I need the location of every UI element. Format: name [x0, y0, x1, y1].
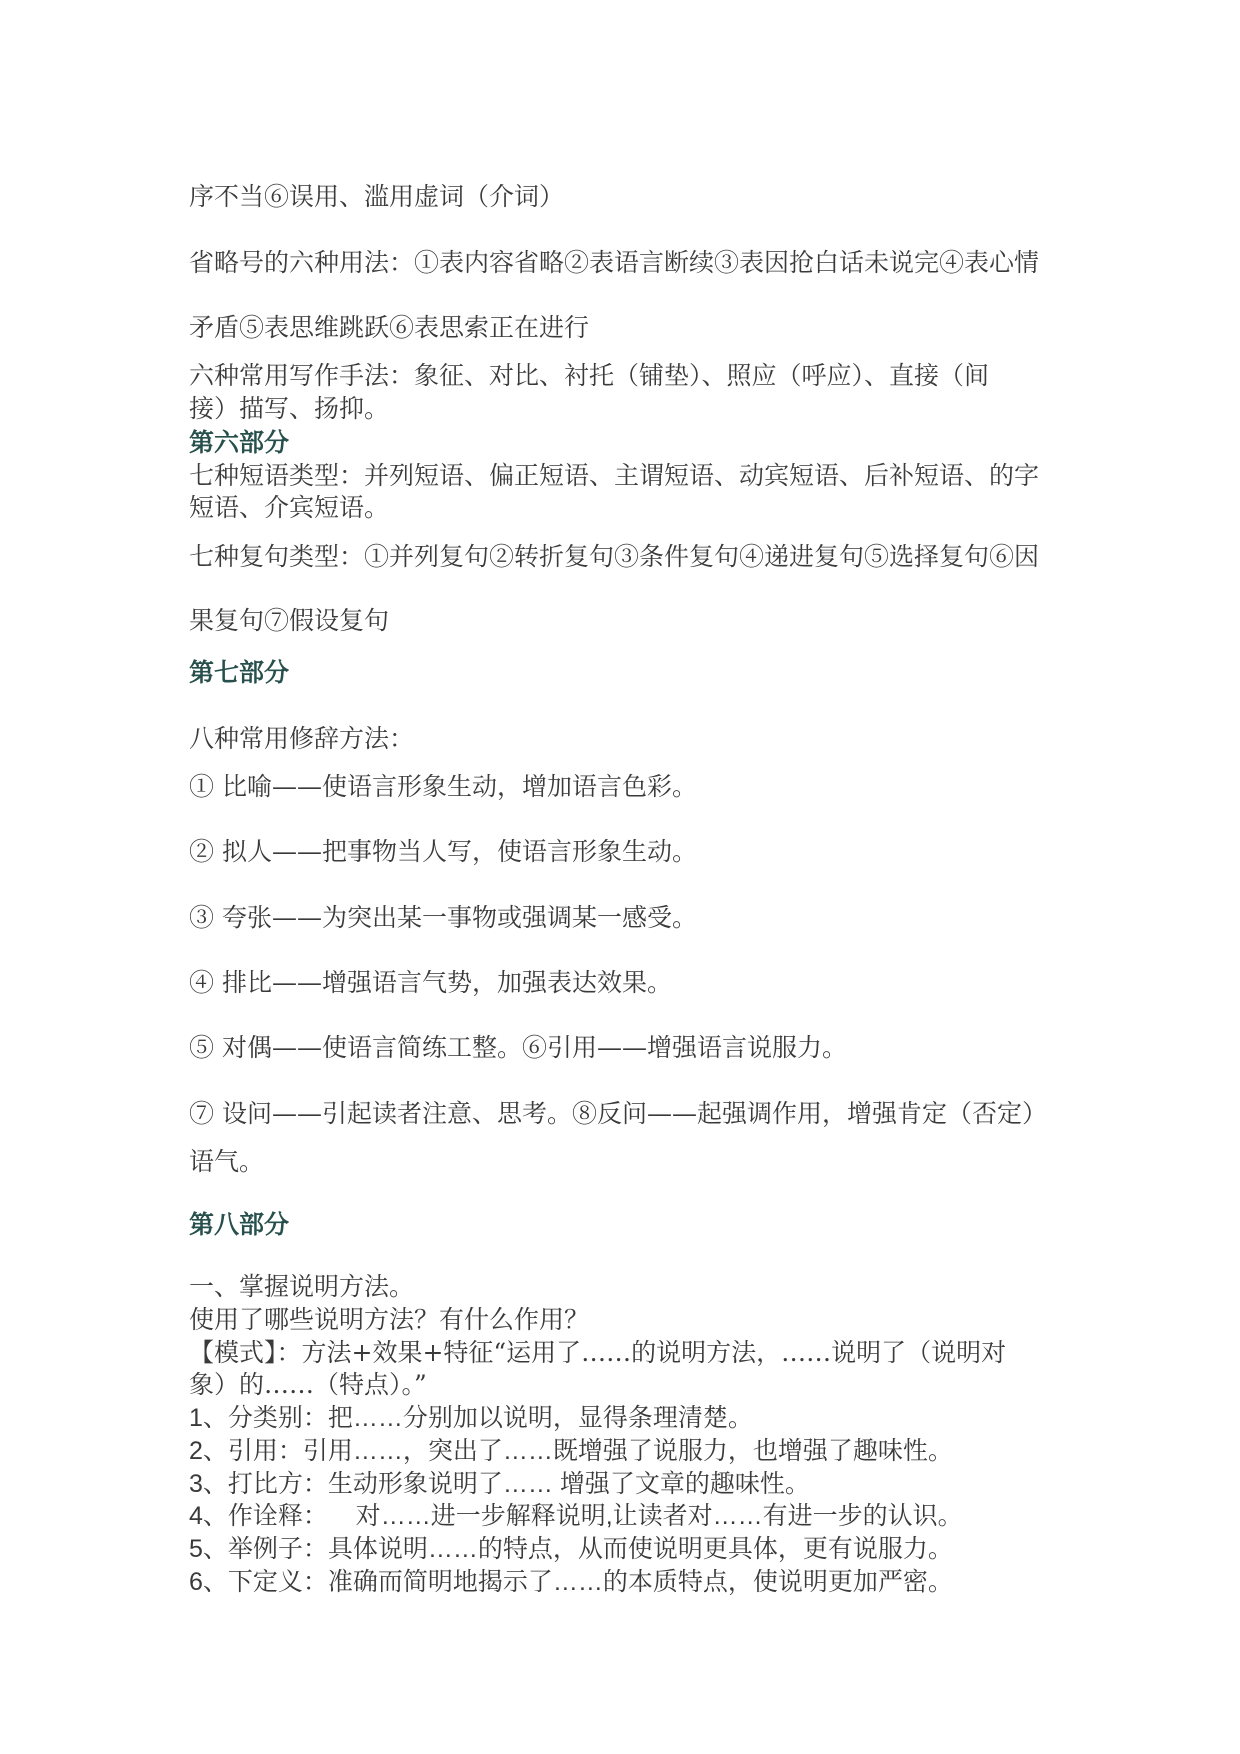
list-item: ⑦ 设问——引起读者注意、思考。⑧反问——起强调作用，增强肯定（否定） [189, 1099, 1047, 1128]
section-intro: 八种常用修辞方法： [189, 724, 415, 753]
section-heading-part7: 第七部分 [189, 658, 290, 687]
list-item: ① 比喻——使语言形象生动，增加语言色彩。 [189, 772, 697, 801]
text-line: 矛盾⑤表思维跳跃⑥表思索正在进行 [189, 313, 590, 342]
text-line: 七种复句类型：①并列复句②转折复句③条件复句④递进复句⑤选择复句⑥因 [189, 542, 1040, 571]
text-line: 象）的……（特点）。” [189, 1370, 427, 1399]
text-line: 短语、介宾短语。 [189, 493, 390, 522]
text-line: 果复句⑦假设复句 [189, 606, 390, 635]
list-item: 语气。 [189, 1147, 265, 1176]
text-line: 【模式】：方法+效果+特征“运用了……的说明方法，……说明了（说明对 [189, 1338, 1007, 1367]
text-line: 接）描写、扬抑。 [189, 394, 390, 423]
list-item: ③ 夸张——为突出某一事物或强调某一感受。 [189, 903, 697, 932]
list-item: 6、下定义：准确而简明地揭示了……的本质特点，使说明更加严密。 [189, 1568, 953, 1596]
text-line: 六种常用写作手法：象征、对比、衬托（铺垫）、照应（呼应）、直接（间 [189, 361, 990, 390]
list-item: ④ 排比——增强语言气势，加强表达效果。 [189, 968, 672, 997]
list-item: ⑤ 对偶——使语言简练工整。⑥引用——增强语言说服力。 [189, 1033, 847, 1062]
list-item: 5、举例子：具体说明……的特点，从而使说明更具体，更有说服力。 [189, 1535, 953, 1563]
text-line: 七种短语类型：并列短语、偏正短语、主谓短语、动宾短语、后补短语、的字 [189, 461, 1040, 490]
section-heading-part6: 第六部分 [189, 428, 290, 457]
list-item: 2、引用：引用……，突出了……既增强了说服力，也增强了趣味性。 [189, 1437, 953, 1465]
text-line: 一、掌握说明方法。 [189, 1272, 415, 1301]
list-item: ② 拟人——把事物当人写，使语言形象生动。 [189, 837, 697, 866]
list-item: 3、打比方：生动形象说明了…… 增强了文章的趣味性。 [189, 1470, 810, 1498]
text-line: 省略号的六种用法：①表内容省略②表语言断续③表因抢白话未说完④表心情 [189, 248, 1040, 277]
list-item: 4、作诠释： 对……进一步解释说明,让读者对……有进一步的认识。 [189, 1502, 963, 1530]
text-line: 序不当⑥误用、滥用虚词（介词） [189, 182, 565, 211]
section-heading-part8: 第八部分 [189, 1210, 290, 1239]
list-item: 1、分类别：把……分别加以说明，显得条理清楚。 [189, 1404, 753, 1432]
text-line: 使用了哪些说明方法？有什么作用？ [189, 1305, 590, 1334]
